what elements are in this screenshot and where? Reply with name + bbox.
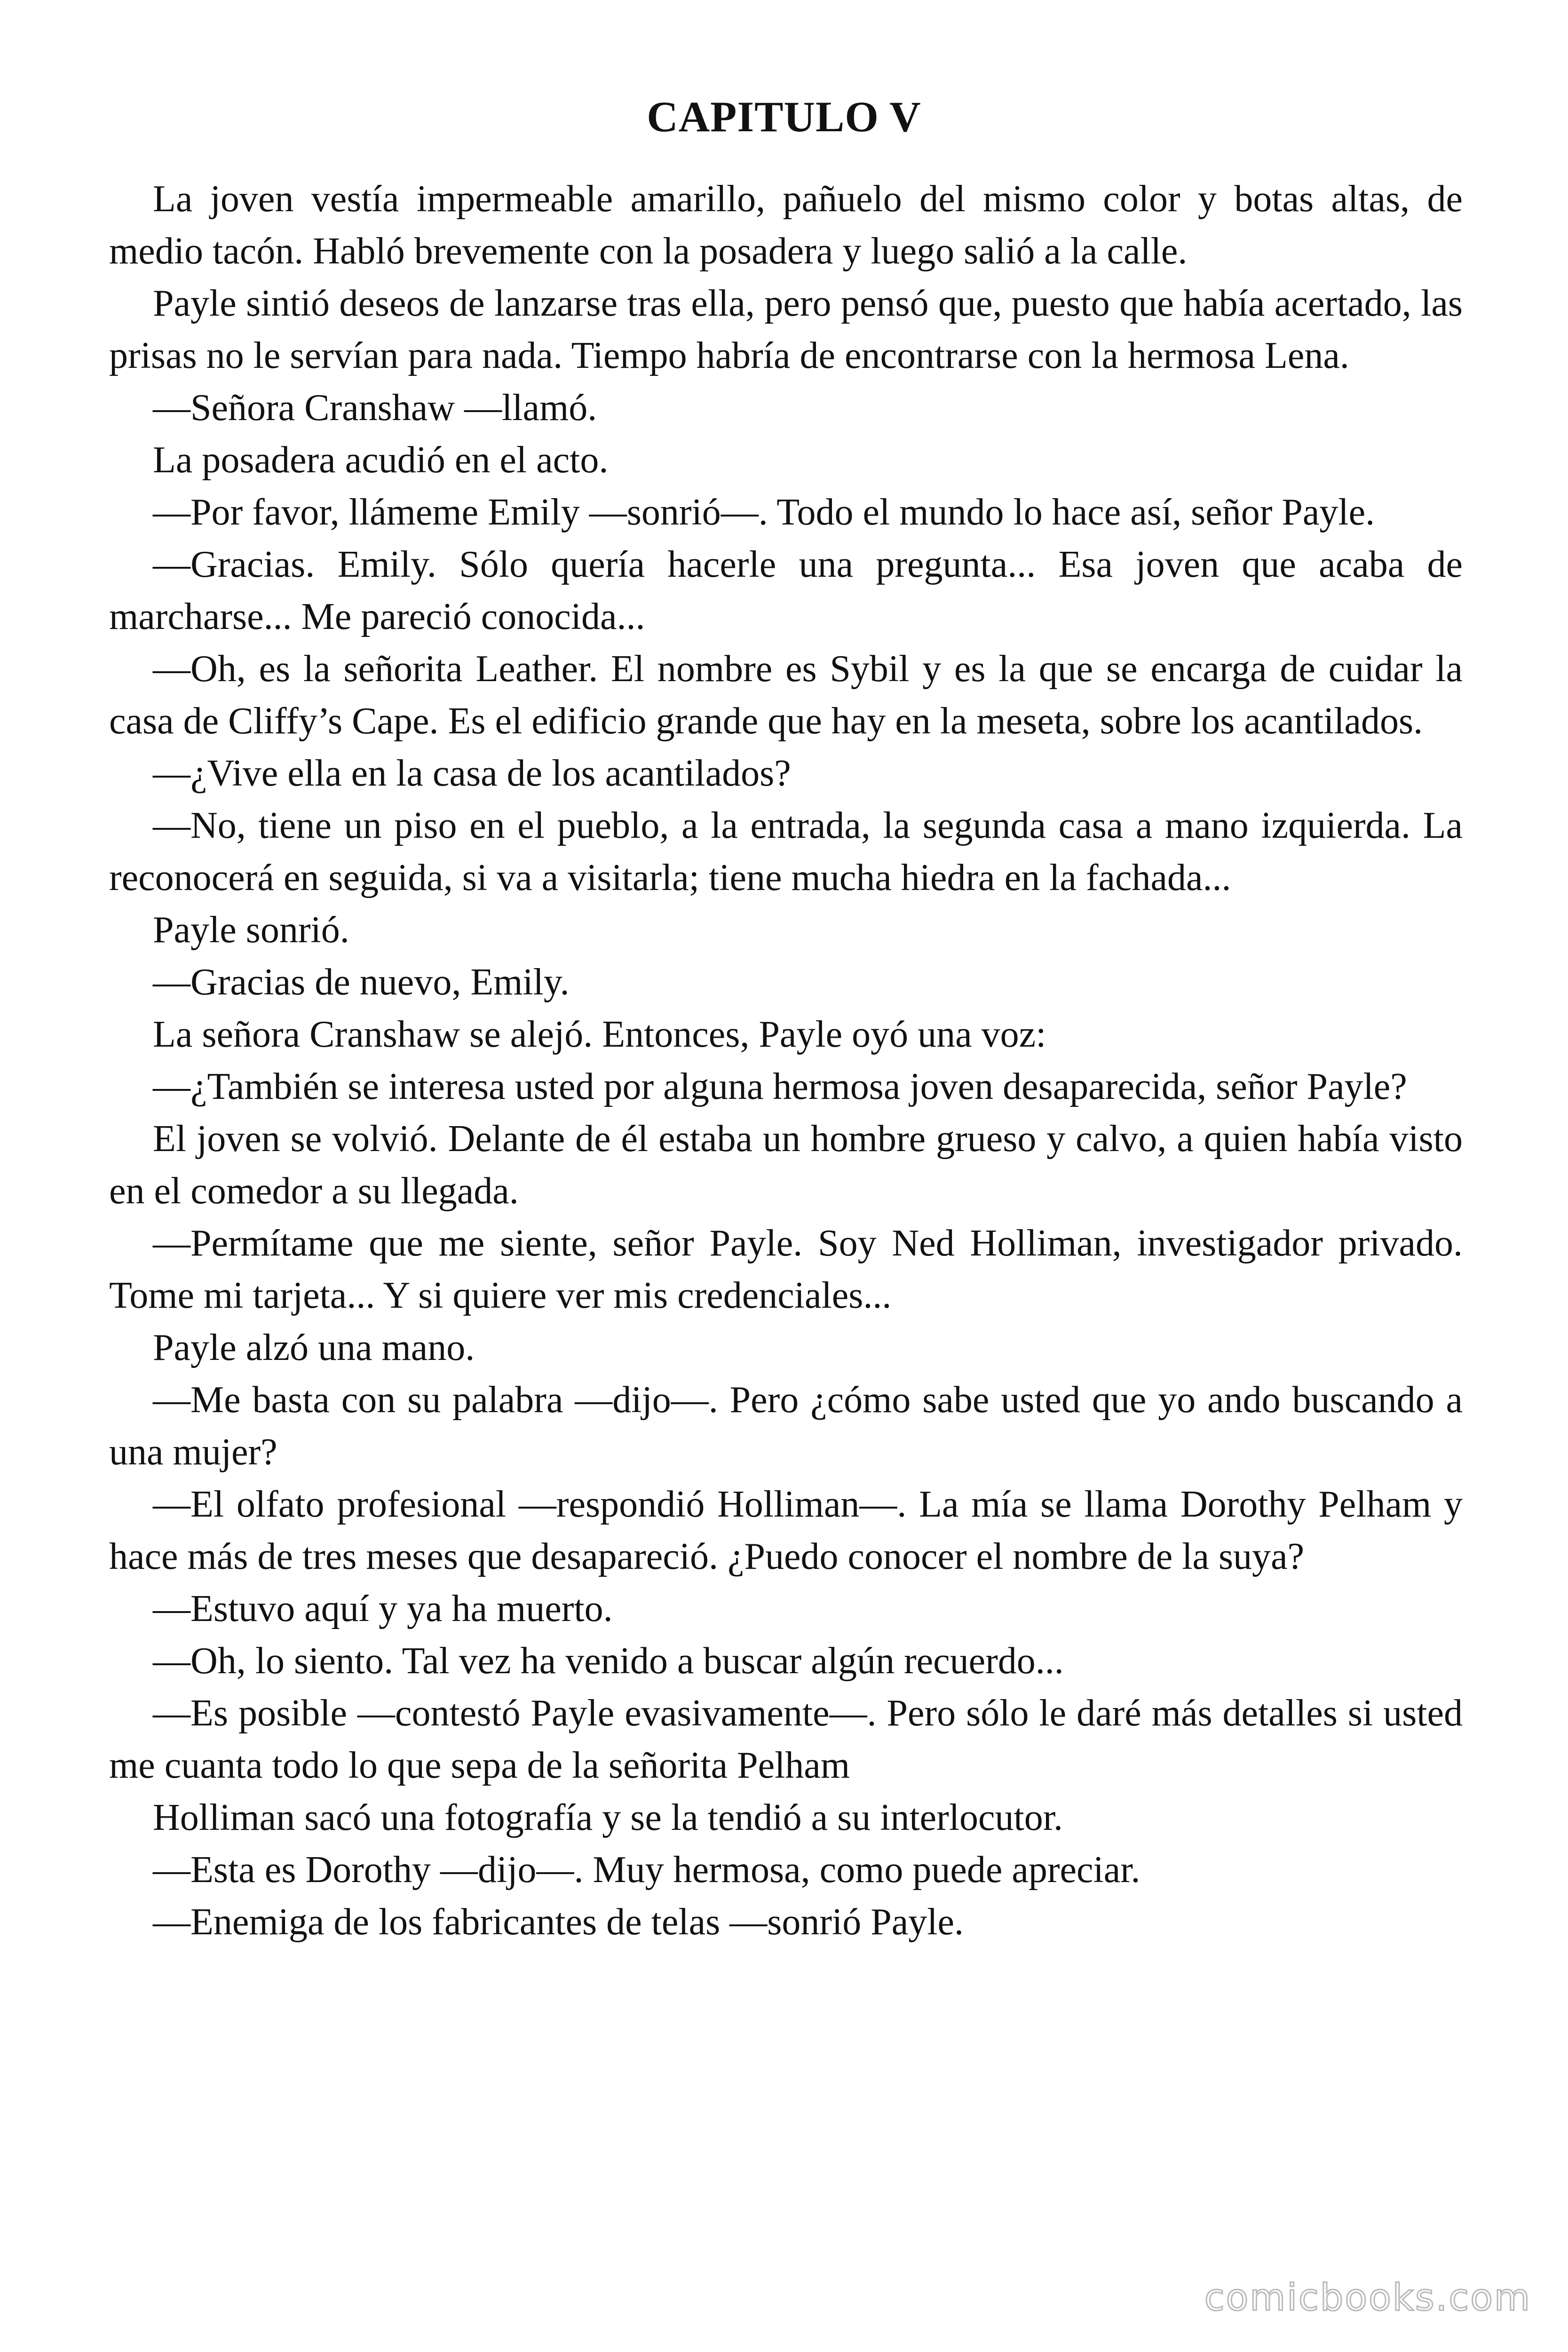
paragraph: —El olfato profesional —respondió Holliman—. La mía se llama Dorothy Pelham y hace más de tres meses que desapareció. ¿Puedo conocer el nombre de la suya? [109,1484,1463,1577]
paragraph: Payle sintió deseos de lanzarse tras ella, pero pensó que, puesto que había acertado, las prisas no le servían para nada. Tiempo habría de encontrarse con la hermosa Lena. [109,283,1463,376]
paragraph: La joven vestía impermeable amarillo, pañuelo del mismo color y botas altas, de medio tacón. Habló brevemente con la posadera y luego salió a la calle. [109,178,1463,272]
paragraph: La señora Cranshaw se alejó. Entonces, Payle oyó una voz: [153,1014,1046,1055]
paragraph: —¿También se interesa usted por alguna hermosa joven desaparecida, señor Payle? [153,1066,1407,1107]
watermark: comicbooks.com [1204,2277,1531,2319]
paragraph: —Oh, lo siento. Tal vez ha venido a buscar algún recuerdo... [153,1640,1064,1682]
paragraph: —Por favor, llámeme Emily —sonrió—. Todo el mundo lo hace así, señor Payle. [153,492,1375,533]
chapter-body [109,173,1463,1948]
paragraph: —Gracias de nuevo, Emily. [153,961,570,1003]
paragraph: Payle sonrió. [153,909,349,951]
paragraph: —Gracias. Emily. Sólo quería hacerle una pregunta... Esa joven que acaba de marcharse... Me pareció conocida... [109,544,1463,637]
paragraph: —Permítame que me siente, señor Payle. Soy Ned Holliman, investigador privado. Tome mi tarjeta... Y si quiere ver mis credenciales... [109,1223,1463,1316]
paragraph: —Esta es Dorothy —dijo—. Muy hermosa, como puede apreciar. [153,1849,1140,1891]
paragraph: Holliman sacó una fotografía y se la tendió a su interlocutor. [153,1797,1063,1838]
paragraph: —Enemiga de los fabricantes de telas —sonrió Payle. [153,1901,964,1943]
paragraph: —Estuvo aquí y ya ha muerto. [153,1588,613,1629]
paragraph: —Oh, es la señorita Leather. El nombre es Sybil y es la que se encarga de cuidar la casa de Cliffy’s Cape. Es el edificio grande que hay en la meseta, sobre los acantilados. [109,648,1463,742]
chapter-title: CAPITULO V [647,92,921,141]
paragraph: La posadera acudió en el acto. [153,439,609,481]
paragraph: —Señora Cranshaw —llamó. [153,387,597,429]
paragraph: El joven se volvió. Delante de él estaba un hombre grueso y calvo, a quien había visto en el comedor a su llegada. [109,1118,1463,1212]
paragraph: —Es posible —contestó Payle evasivamente—. Pero sólo le daré más detalles si usted me cuanta todo lo que sepa de la señorita Pelham [109,1692,1463,1786]
paragraph: —¿Vive ella en la casa de los acantilados? [153,753,791,794]
paragraph: Payle alzó una mano. [153,1327,475,1368]
paragraph: —Me basta con su palabra —dijo—. Pero ¿cómo sabe usted que yo ando buscando a una mujer? [109,1379,1463,1473]
paragraph: —No, tiene un piso en el pueblo, a la entrada, la segunda casa a mano izquierda. La reconocerá en seguida, si va a visitarla; tiene mucha hiedra en la fachada... [109,805,1463,898]
